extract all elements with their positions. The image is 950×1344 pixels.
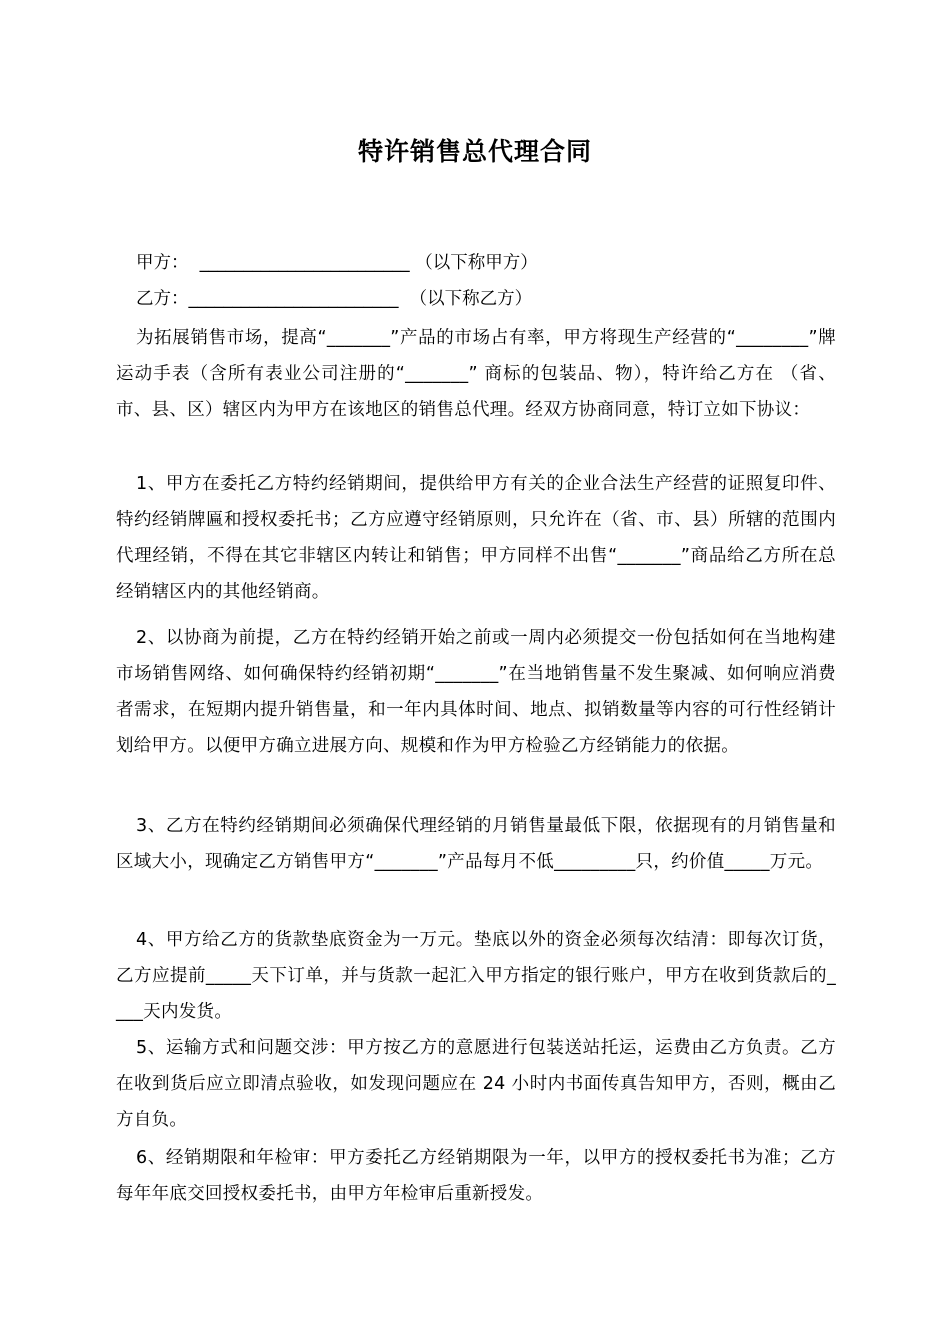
party-a-line: 甲方： ________________________ （以下称甲方） — [136, 253, 538, 273]
intro-paragraph: 为拓展销售市场，提高“_______”产品的市场占有率，甲方将现生产经营的“________”牌运动手表（含所有表业公司注册的“_______” 商标的包装品、物），特许给乙方在 （省、市、县、区）辖区内为甲方在该地区的销售总代理。经双方协商同意，特订立如下协议： — [116, 328, 836, 420]
clause-6: 6、经销期限和年检审：甲方委托乙方经销期限为一年，以甲方的授权委托书为准；乙方每年年底交回授权委托书，由甲方年检审后重新授发。 — [116, 1148, 836, 1204]
clause-1: 1、甲方在委托乙方特约经销期间，提供给甲方有关的企业合法生产经营的证照复印件、特约经销牌匾和授权委托书；乙方应遵守经销原则，只允许在（省、市、县）所辖的范围内代理经销，不得在其它非辖区内转让和销售；甲方同样不出售“_______”商品给乙方所在总经销辖区内的其他经销商。 — [116, 474, 836, 602]
clause-3: 3、乙方在特约经销期间必须确保代理经销的月销售量最低下限，依据现有的月销售量和区域大小，现确定乙方销售甲方“_______”产品每月不低_________只，约价值_____万元。 — [116, 816, 836, 872]
clause-5: 5、运输方式和问题交涉：甲方按乙方的意愿进行包装送站托运，运费由乙方负责。乙方在收到货后应立即清点验收，如发现问题应在 24 小时内书面传真告知甲方，否则，概由乙方自负。 — [116, 1038, 836, 1130]
document-title: 特许销售总代理合同 — [357, 137, 592, 166]
clause-2: 2、以协商为前提，乙方在特约经销开始之前或一周内必须提交一份包括如何在当地构建市场销售网络、如何确保特约经销初期“_______”在当地销售量不发生聚减、如何响应消费者需求，在短期内提升销售量，和一年内具体时间、地点、拟销数量等内容的可行性经销计划给甲方。以便甲方确立进展方向、规模和作为甲方检验乙方经销能力的依据。 — [116, 628, 836, 756]
clause-4: 4、甲方给乙方的货款垫底资金为一万元。垫底以外的资金必须每次结清：即每次订货，乙方应提前_____天下订单，并与货款一起汇入甲方指定的银行账户，甲方在收到货款后的____天内发货。 — [116, 930, 836, 1022]
party-b-line: 乙方：________________________ （以下称乙方） — [136, 289, 533, 309]
